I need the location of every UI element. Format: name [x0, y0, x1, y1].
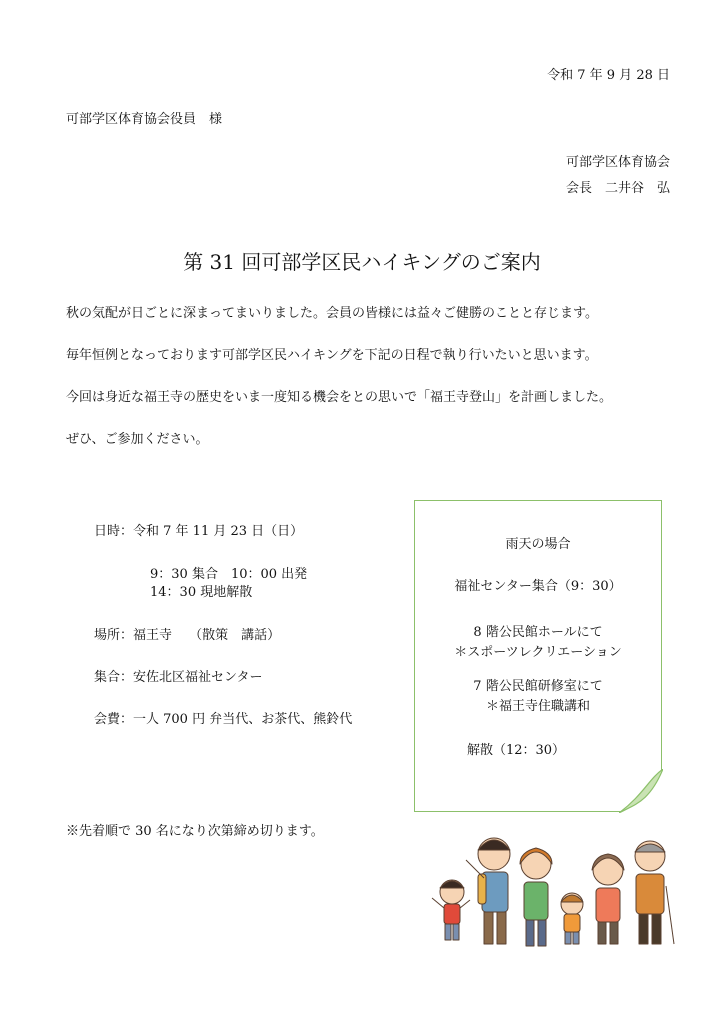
rain-plan-hall-activity: ＊スポーツレクリエーション	[454, 645, 622, 660]
family-hiking-illustration-icon	[422, 826, 678, 956]
event-fee: 会費：一人 700 円 弁当代、お茶代、熊鈴代	[94, 712, 353, 727]
sender-name: 会長 二井谷 弘	[565, 181, 670, 196]
event-date: 日時：令和 7 年 11 月 23 日（日）	[94, 524, 304, 539]
event-times	[150, 566, 307, 602]
sender-organization: 可部学区体育協会	[565, 155, 670, 170]
rain-plan-room-activity: ＊福王寺住職講和	[485, 699, 590, 714]
letter-date: 令和 7 年 9 月 28 日	[547, 68, 670, 83]
paragraph-purpose: 今回は身近な福王寺の歴史をいま一度知る機会をとの思いで「福王寺登山」を計画しました。	[66, 390, 613, 405]
addressee: 可部学区体育協会役員 様	[66, 112, 223, 127]
capacity-note: ※先着順で 30 名になり次第締め切ります。	[66, 824, 324, 839]
document-title: 第 31 回可部学区民ハイキングのご案内	[183, 250, 541, 274]
paragraph-greeting: 秋の気配が日ごとに深まってまいりました。会員の皆様には益々ご健勝のことと存じます。	[66, 306, 598, 321]
sender-block	[566, 150, 670, 202]
event-meeting-point: 集合：安佐北区福祉センター	[94, 670, 263, 685]
rain-plan-room: 7 階公民館研修室にて	[473, 679, 603, 694]
rain-plan-heading: 雨天の場合	[505, 537, 571, 552]
rain-plan-hall: 8 階公民館ホールにて	[473, 625, 603, 640]
page-curl-icon	[619, 769, 663, 813]
rain-plan-end: 解散（12：30）	[466, 743, 566, 758]
paragraph-announcement: 毎年恒例となっております可部学区民ハイキングを下記の日程で執り行いたいと思います。	[66, 348, 598, 363]
event-place: 場所：福王寺 （散策 講話）	[94, 628, 281, 643]
rain-plan-meet: 福祉センター集合（9：30）	[454, 579, 622, 594]
paragraph-invitation: ぜひ、ご参加ください。	[66, 432, 209, 447]
event-time-dismiss: 14：30 現地解散	[150, 585, 253, 600]
rain-plan-box	[414, 500, 662, 812]
event-time-gather: 9：30 集合 10：00 出発	[150, 567, 308, 582]
